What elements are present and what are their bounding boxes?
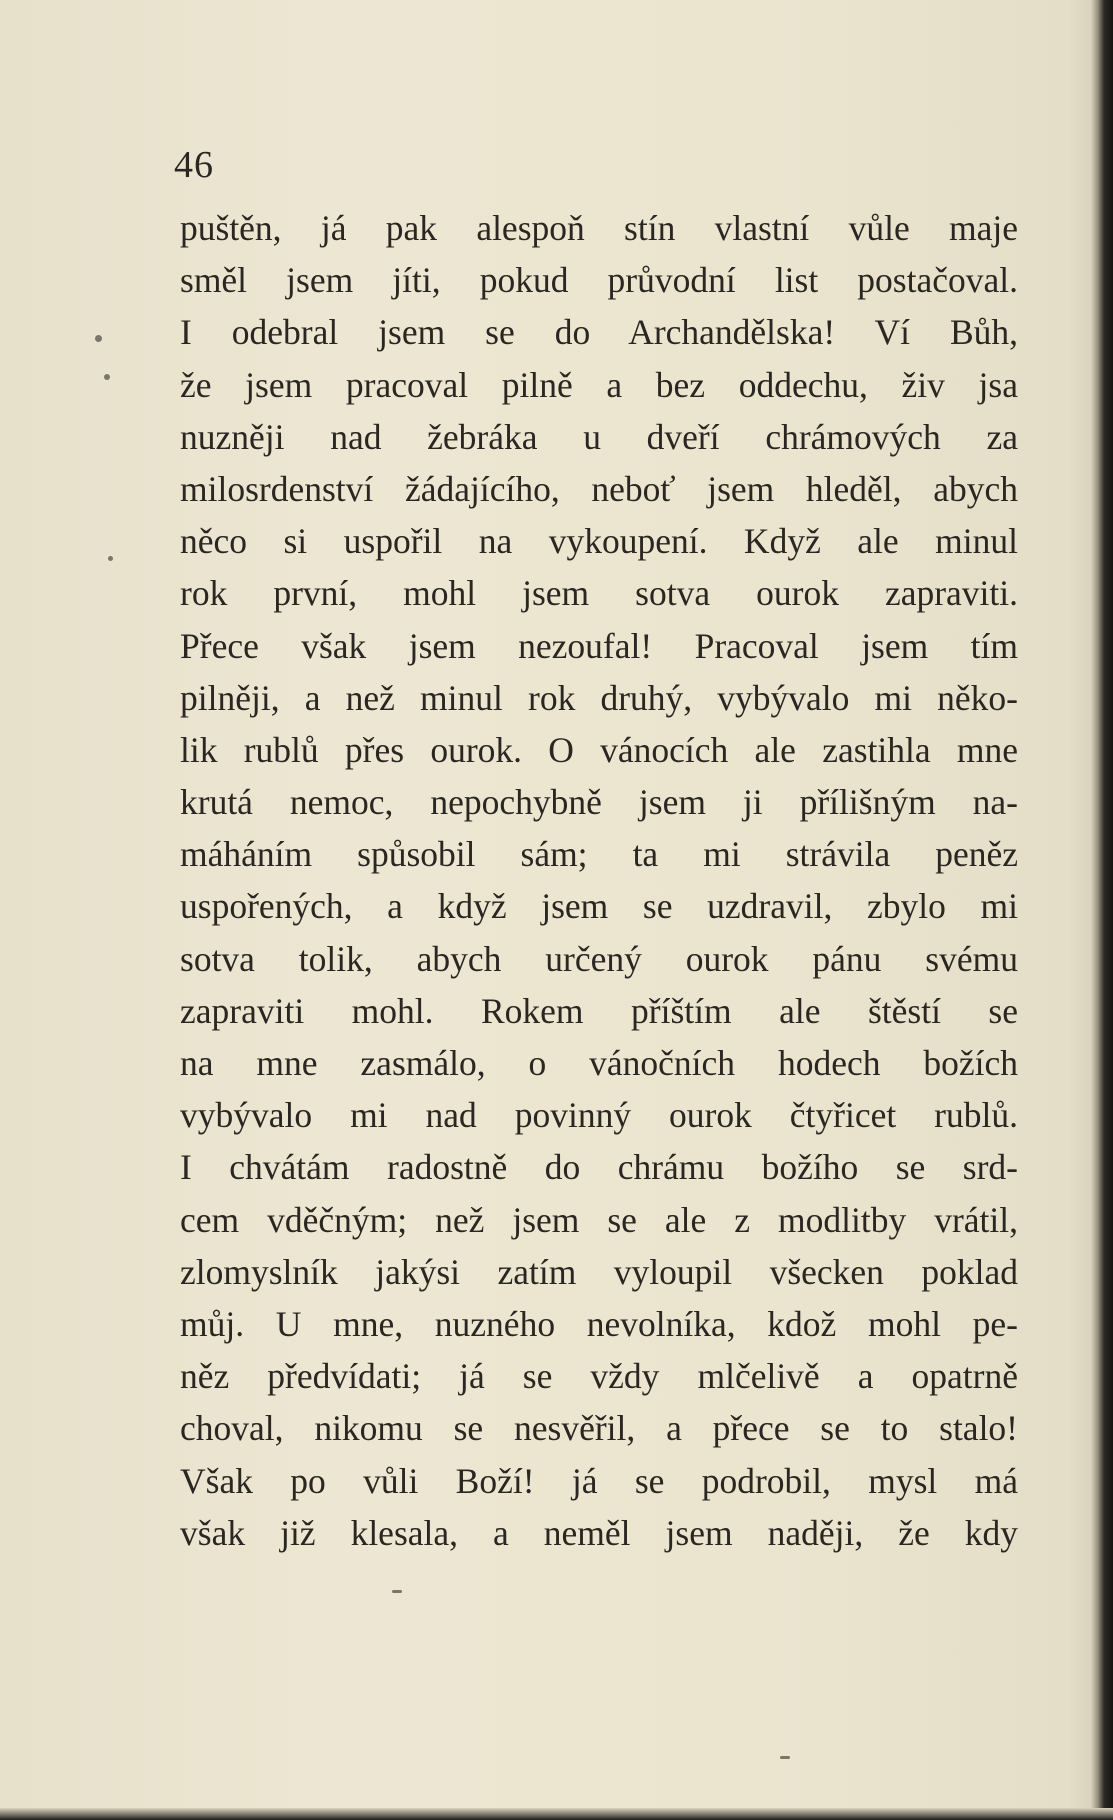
page-edge-shadow: [1091, 0, 1113, 1820]
text-line: I chvátám radostně do chrámu božího se srd-: [180, 1147, 1018, 1188]
text-line: nuzněji nad žebráka u dveří chrámových za: [180, 416, 1018, 457]
paper-speck: [392, 1590, 402, 1593]
text-line: I odebral jsem se do Archandělska! Ví Bůh,: [180, 312, 1018, 353]
text-line: choval, nikomu se nesvěřil, a přece se to stalo!: [180, 1408, 1018, 1449]
text-line: zapraviti mohl. Rokem příštím ale štěstí se: [180, 990, 1018, 1031]
text-line: krutá nemoc, nepochybně jsem ji přílišným na-: [180, 782, 1018, 823]
page-number: 46: [174, 144, 214, 186]
paper-speck: [108, 556, 113, 561]
text-line: zlomyslník jakýsi zatím vyloupil všecken poklad: [180, 1251, 1018, 1292]
text-line: že jsem pracoval pilně a bez oddechu, živ jsa: [180, 364, 1018, 405]
text-line: Přece však jsem nezoufal! Pracoval jsem tím: [180, 625, 1018, 666]
text-line: něz předvídati; já se vždy mlčelivě a opatrně: [180, 1356, 1018, 1397]
paper-speck: [780, 1756, 790, 1759]
text-line: však již klesala, a neměl jsem naději, že kdy: [180, 1512, 1018, 1553]
text-line: cem vděčným; než jsem se ale z modlitby vrátil,: [180, 1199, 1018, 1240]
text-line: pilněji, a než minul rok druhý, vybývalo mi něko-: [180, 677, 1018, 718]
text-line: lik rublů přes ourok. O vánocích ale zastihla mne: [180, 729, 1018, 770]
text-line: sotva tolik, abych určený ourok pánu svému: [180, 938, 1018, 979]
body-text: [180, 202, 1018, 1559]
text-line: Však po vůli Boží! já se podrobil, mysl má: [180, 1460, 1018, 1501]
text-line: puštěn, já pak alespoň stín vlastní vůle maje: [180, 208, 1018, 248]
paper-speck: [104, 374, 110, 380]
text-line: uspořených, a když jsem se uzdravil, zbylo mi: [180, 886, 1018, 927]
text-line: rok první, mohl jsem sotva ourok zapraviti.: [180, 573, 1018, 614]
text-line: něco si uspořil na vykoupení. Když ale minul: [180, 521, 1018, 562]
text-line: můj. U mne, nuzného nevolníka, kdož mohl pe-: [180, 1303, 1018, 1344]
text-line: máháním spůsobil sám; ta mi strávila peněz: [180, 834, 1018, 875]
text-line: milosrdenství žádajícího, neboť jsem hleděl, abych: [180, 468, 1018, 509]
text-line: směl jsem jíti, pokud průvodní list postačoval.: [180, 260, 1018, 301]
paper-speck: [95, 335, 102, 342]
text-line: na mne zasmálo, o vánočních hodech božích: [180, 1043, 1018, 1083]
page-bottom-edge: [0, 1808, 1113, 1820]
text-line: vybývalo mi nad povinný ourok čtyřicet rublů.: [180, 1095, 1018, 1136]
